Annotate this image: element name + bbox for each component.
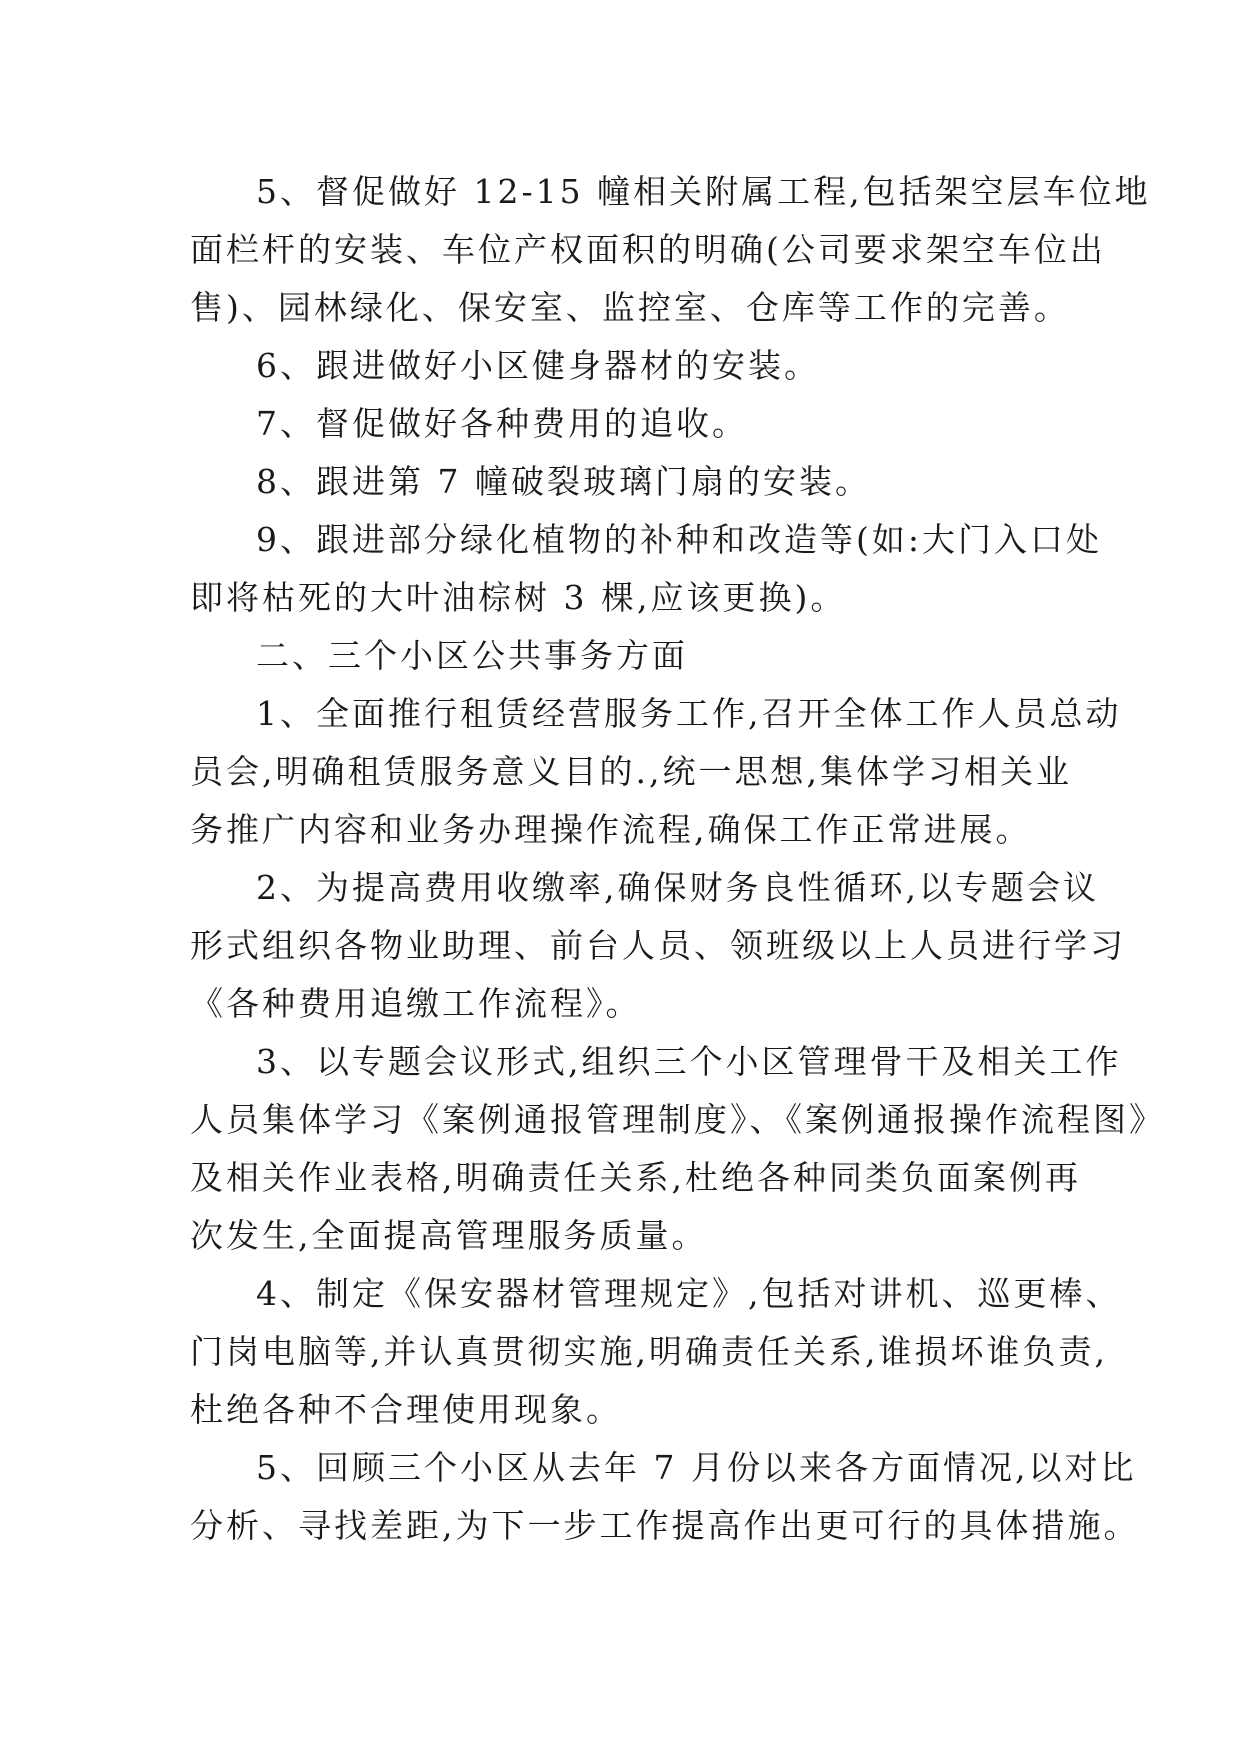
text-line: 《各种费用追缴工作流程》。 bbox=[190, 984, 642, 1023]
text-line: 次发生,全面提高管理服务质量。 bbox=[190, 1216, 708, 1255]
text-line: 7、督促做好各种费用的追收。 bbox=[256, 404, 748, 443]
text-line: 务推广内容和业务办理操作流程,确保工作正常进展。 bbox=[190, 810, 1032, 849]
text-line: 门岗电脑等,并认真贯彻实施,明确责任关系,谁损坏谁负责, bbox=[190, 1332, 1108, 1371]
text-line: 6、跟进做好小区健身器材的安装。 bbox=[256, 346, 820, 385]
text-line: 8、跟进第 7 幢破裂玻璃门扇的安装。 bbox=[256, 462, 871, 501]
paragraph bbox=[190, 395, 1050, 453]
paragraph bbox=[190, 1439, 1140, 1555]
paragraph bbox=[190, 685, 1122, 859]
text-line: 二、三个小区公共事务方面 bbox=[256, 636, 688, 675]
text-line: 3、以专题会议形式,组织三个小区管理骨干及相关工作 bbox=[256, 1042, 1122, 1081]
paragraph bbox=[190, 337, 1050, 395]
paragraph bbox=[190, 453, 1050, 511]
paragraph bbox=[190, 163, 1151, 337]
text-line: 分析、寻找差距,为下一步工作提高作出更可行的具体措施。 bbox=[190, 1506, 1140, 1545]
text-line: 杜绝各种不合理使用现象。 bbox=[190, 1390, 622, 1429]
text-line: 形式组织各物业助理、前台人员、领班级以上人员进行学习 bbox=[190, 926, 1126, 965]
text-line: 5、督促做好 12-15 幢相关附属工程,包括架空层车位地 bbox=[256, 172, 1151, 211]
paragraph bbox=[190, 859, 1126, 1033]
text-line: 及相关作业表格,明确责任关系,杜绝各种同类负面案例再 bbox=[190, 1158, 1081, 1197]
paragraph bbox=[190, 1265, 1122, 1439]
paragraph bbox=[190, 511, 1102, 627]
text-line: 面栏杆的安装、车位产权面积的明确(公司要求架空车位出 bbox=[190, 230, 1106, 269]
document-body bbox=[190, 163, 1165, 1555]
text-line: 售)、园林绿化、保安室、监控室、仓库等工作的完善。 bbox=[190, 288, 1070, 327]
text-line: 1、全面推行租赁经营服务工作,召开全体工作人员总动 bbox=[256, 694, 1122, 733]
section-heading bbox=[190, 627, 1050, 685]
text-line: 5、回顾三个小区从去年 7 月份以来各方面情况,以对比 bbox=[256, 1448, 1137, 1487]
text-line: 2、为提高费用收缴率,确保财务良性循环,以专题会议 bbox=[256, 868, 1099, 907]
text-line: 9、跟进部分绿化植物的补种和改造等(如:大门入口处 bbox=[256, 520, 1102, 559]
text-line: 即将枯死的大叶油棕树 3 棵,应该更换)。 bbox=[190, 578, 847, 617]
text-line: 4、制定《保安器材管理规定》,包括对讲机、巡更棒、 bbox=[256, 1274, 1122, 1313]
paragraph bbox=[190, 1033, 1165, 1265]
text-line: 员会,明确租赁服务意义目的.,统一思想,集体学习相关业 bbox=[190, 752, 1072, 791]
text-line: 人员集体学习《案例通报管理制度》、《案例通报操作流程图》 bbox=[190, 1100, 1165, 1139]
